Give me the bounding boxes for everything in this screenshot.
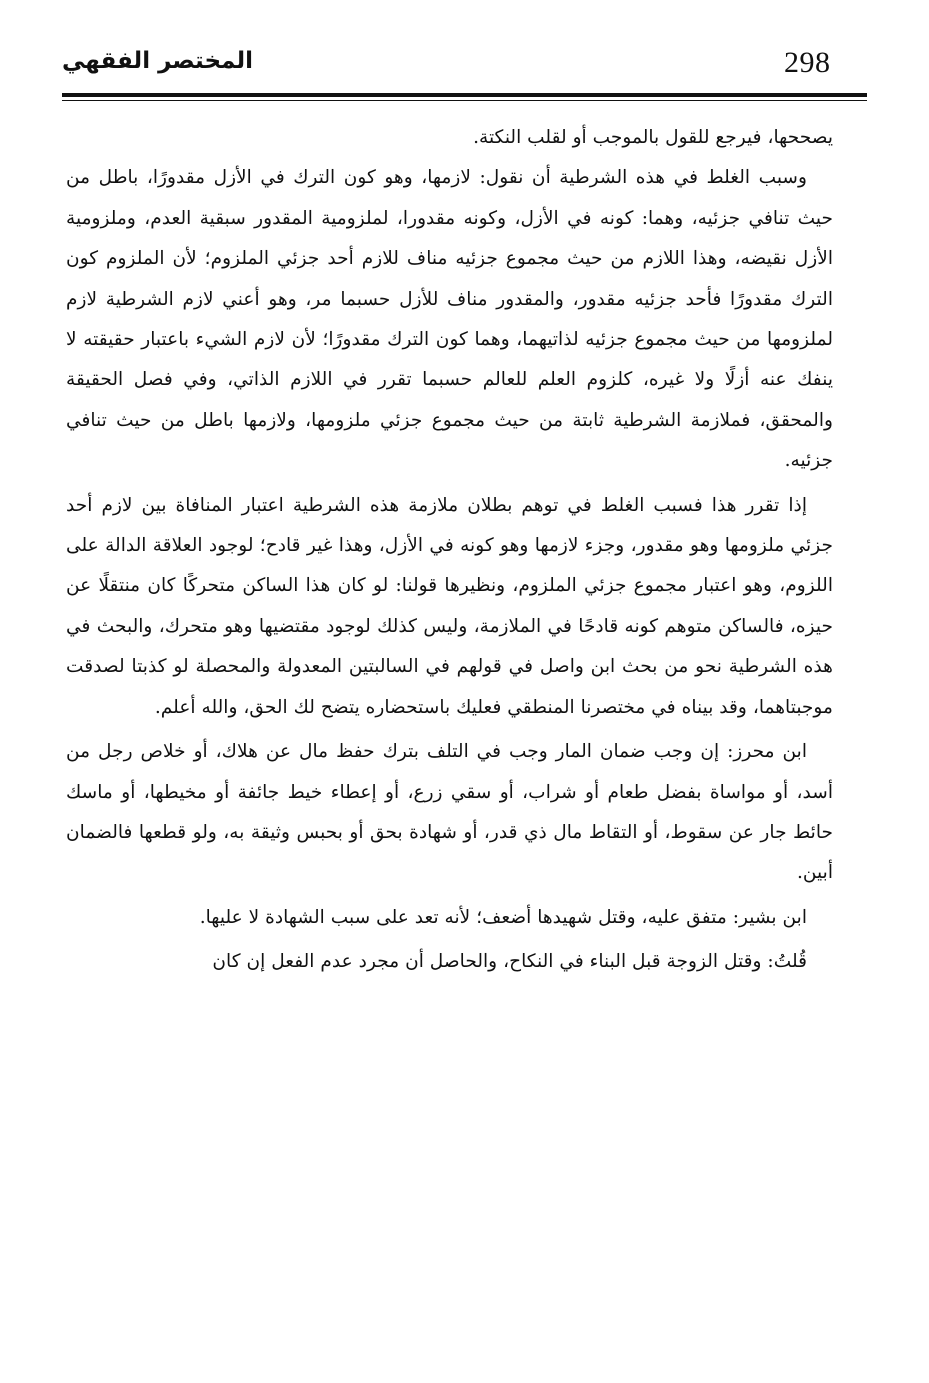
paragraph: ابن بشير: متفق عليه، وقتل شهيدها أضعف؛ لأنه تعد على سبب الشهادة لا عليها. xyxy=(199,906,807,928)
body-text xyxy=(66,118,833,983)
paragraph: إذا تقرر هذا فسبب الغلط في توهم بطلان ملازمة هذه الشرطية اعتبار المنافاة بين لازم أحد جزئي ملزومها وهو مقدور، وجزء لازمها وهو كونه في الأزل، وهذا غير قادح؛ لوجود العلاقة الدالة على اللزوم، وهو اعتبار مجموع جزئي الملزوم، ونظيرها قولنا: لو كان هذا الساكن متحركًا كان منتقلًا عن حيزه، فالساكن متوهم كونه قادحًا في الملازمة، وليس كذلك لوجود مقتضيها وهو متحرك، والبحث في هذه الشرطية نحو من بحث ابن واصل في قولهم في السالبتين المعدولة والمحصلة لو كذبتا لصدقت موجبتاهما، وقد بيناه في مختصرنا المنطقي فعليك باستحضاره يتضح لك الحق، والله أعلم. xyxy=(66,494,833,718)
header-rule-thick xyxy=(62,93,867,97)
paragraph: يصححها، فيرجع للقول بالموجب أو لقلب النكتة. xyxy=(473,127,833,148)
paragraph: ابن محرز: إن وجب ضمان المار وجب في التلف بترك حفظ مال عن هلاك، أو خلاص رجل من أسد، أو مواساة بفضل طعام أو شراب، أو سقي زرع، أو إعطاء خيط جائفة أو مخيطها، أو ماسك حائط جار عن سقوط، أو التقاط مال ذي قدر، أو شهادة بحق أو بحبس وثيقة به، ولو قطعها فالضمان أبين. xyxy=(66,741,833,884)
page-number: 298 xyxy=(784,46,831,79)
book-title: المختصر الفقهي xyxy=(62,48,253,74)
paragraph: قُلتُ: وقتل الزوجة قبل البناء في النكاح، والحاصل أن مجرد عدم الفعل إن كان xyxy=(212,951,807,973)
header-rule-thin xyxy=(62,100,867,101)
page-header xyxy=(62,44,867,90)
paragraph: وسبب الغلط في هذه الشرطية أن نقول: لازمها، وهو كون الترك في الأزل مقدورًا، باطل من حيث تنافي جزئيه، وهما: كونه في الأزل، وكونه مقدورا، لملزومية المقدور سبقية العدم، وملزومية الأزل نقيضه، وهذا اللازم من حيث مجموع جزئيه مناف للازم أحد جزئي الملزوم؛ لأن الملزوم كون الترك مقدورًا فأحد جزئيه مقدور، والمقدور مناف للأزل حسبما مر، وهو أعني لازم الشرطية لازم لملزومها من حيث مجموع جزئيه لذاتيهما، وهما كون الترك مقدورًا؛ لأن لازم الشيء باعتبار حقيقته لا ينفك عنه أزلًا ولا غيره، كلزوم العلم للعالم حسبما تقرر في اللازم الذاتي، وفي فصل الحقيقة والمحقق، فملازمة الشرطية ثابتة من حيث مجموع جزئي ملزومها، ولازمها باطل من حيث تنافي جزئيه. xyxy=(66,167,833,472)
